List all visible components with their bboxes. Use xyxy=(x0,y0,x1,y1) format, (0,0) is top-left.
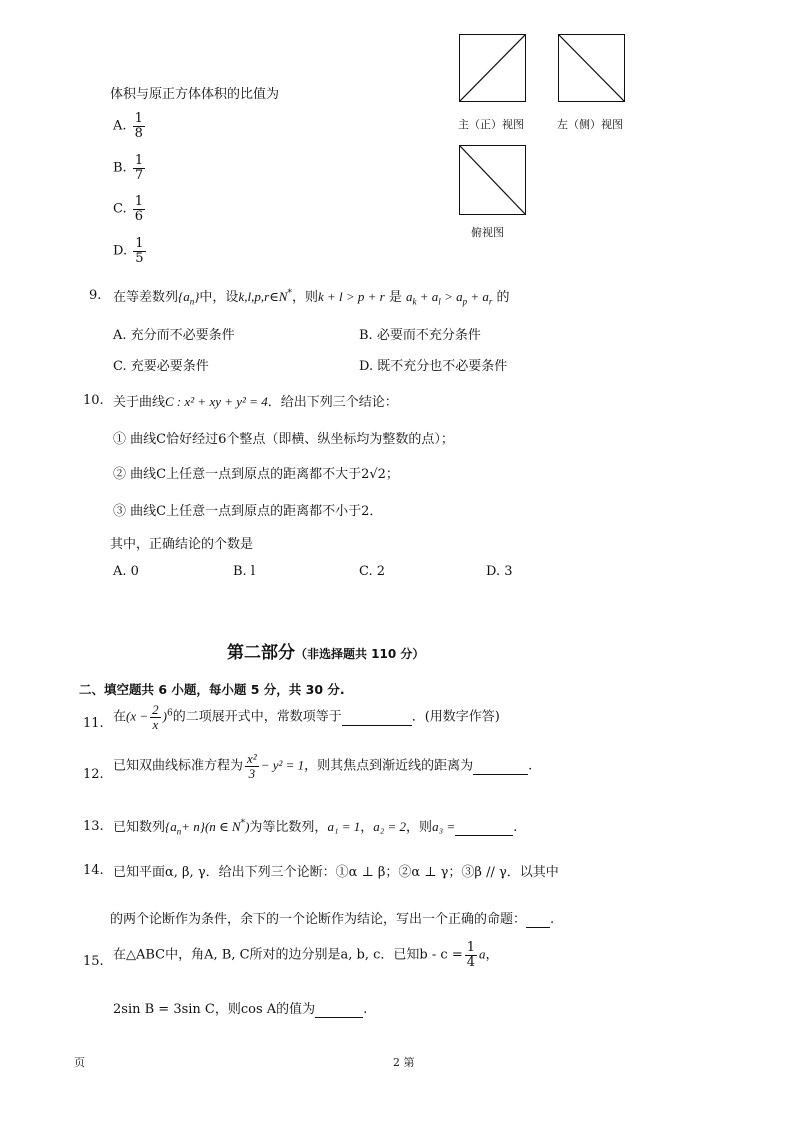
top-view-label: 俯视图 xyxy=(471,226,504,239)
q10-option-a: A. 0 xyxy=(113,564,139,579)
q8-option-b xyxy=(113,154,147,182)
q11-stem: 在(x − $\frac{2}{x}$ )$^6$的二项展开式中，常数项等于 ．(用数字作答) xyxy=(113,702,500,732)
fraction: $\frac{1}{7}$ xyxy=(134,153,144,183)
q13-stem: 已知数列$\{a_n+ n\}(n$ ∈ N*)为等比数列，a₁ = 1，a₂ = 2，则a₃ = . xyxy=(113,818,518,837)
fraction: $\frac{\text{x²}}{3}$ xyxy=(247,751,257,781)
q9-number: 9. xyxy=(89,288,102,303)
q10-statement-1: ① 曲线C恰好经过6个整点（即横、纵坐标均为整数的点）； xyxy=(113,432,454,447)
fraction: $\frac{1}{8}$ xyxy=(134,111,143,141)
q10-statement-3: ③ 曲线C上任意一点到原点的距离都不小于2． xyxy=(113,504,383,519)
q9-option-d: D. 既不充分也不必要条件 xyxy=(359,359,508,374)
q14-number: 14. xyxy=(83,863,104,878)
q10-stem: 关于曲线C : x² + xy + y² = 4．给出下列三个结论： xyxy=(113,394,398,410)
option-letter: C. xyxy=(113,201,127,217)
q10-question: 其中，正确结论的个数是 xyxy=(110,537,254,552)
q8-text: 体积与原正方体体积的比值为 xyxy=(110,87,280,102)
option-letter: D. xyxy=(113,243,128,259)
q10-option-c: C. 2 xyxy=(359,564,386,579)
q8-option-d xyxy=(113,237,148,265)
fraction: $\frac{1}{5}$ xyxy=(135,236,144,266)
answer-blank xyxy=(526,912,550,928)
part2-title: 第二部分（非选择题共 110 分） xyxy=(227,643,425,663)
fraction: $\frac{1}{6}$ xyxy=(134,194,144,224)
q9-option-c: C. 充要必要条件 xyxy=(113,359,209,374)
front-view-figure xyxy=(459,34,526,102)
answer-blank xyxy=(342,710,412,726)
q9-stem: 在等差数列$\{a_n\}$中，设k,l,p,r∈N*，则k + l > p + r 是 $a_k + a_l > a_p + a_r$ 的 xyxy=(113,288,510,307)
option-letter: A. xyxy=(113,118,127,134)
q13-number: 13. xyxy=(83,819,104,834)
q14-line1: 已知平面α, β, γ．给出下列三个论断：①α ⊥ β；②α ⊥ γ；③β // γ．以其中 xyxy=(113,865,559,880)
q9-option-a: A. 充分而不必要条件 xyxy=(113,328,235,343)
q8-option-c xyxy=(113,195,147,223)
q12-number: 12. xyxy=(83,767,104,782)
q10-option-d: D. 3 xyxy=(486,564,513,579)
answer-blank xyxy=(455,820,513,836)
front-view-label: 主（正）视图 xyxy=(458,118,524,131)
q11-number: 11. xyxy=(83,716,104,731)
side-view-label: 左（侧）视图 xyxy=(557,118,623,131)
fraction: $\frac{1}{4}$ xyxy=(466,940,475,970)
top-view-figure xyxy=(459,145,526,215)
fraction: $\frac{2}{x}$ xyxy=(152,702,159,732)
side-view-figure xyxy=(558,34,625,102)
footer-left: 页 xyxy=(74,1056,85,1069)
q10-option-b: B. l xyxy=(233,564,255,579)
answer-blank xyxy=(315,1002,363,1018)
q10-statement-2: ② 曲线C上任意一点到原点的距离都不大于2√2； xyxy=(113,467,399,482)
section2-heading: 二、填空题共 6 小题，每小题 5 分，共 30 分. xyxy=(79,682,345,697)
q9-option-b: B. 必要而不充分条件 xyxy=(359,328,481,343)
q10-number: 10. xyxy=(83,393,104,408)
q12-stem: 已知双曲线标准方程为 $\frac{\text{x²}}{3}$ − y² = 1，则其焦点到渐近线的距离为 . xyxy=(113,751,533,781)
q8-option-a xyxy=(113,112,147,140)
answer-blank xyxy=(473,759,528,775)
q14-line2: 的两个论断作为条件，余下的一个论断作为结论，写出一个正确的命题： . xyxy=(110,912,555,927)
q15-number: 15. xyxy=(83,954,104,969)
q15-line1: 在△ABC中，角A, B, C所对的边分别是a, b, c．已知b - c = $\frac{1}{4}$ a， xyxy=(113,940,499,970)
q15-line2: 2sin B = 3sin C，则cos A的值为 . xyxy=(113,1002,368,1017)
option-letter: B. xyxy=(113,160,127,176)
page-number: 2 第 xyxy=(393,1056,415,1069)
